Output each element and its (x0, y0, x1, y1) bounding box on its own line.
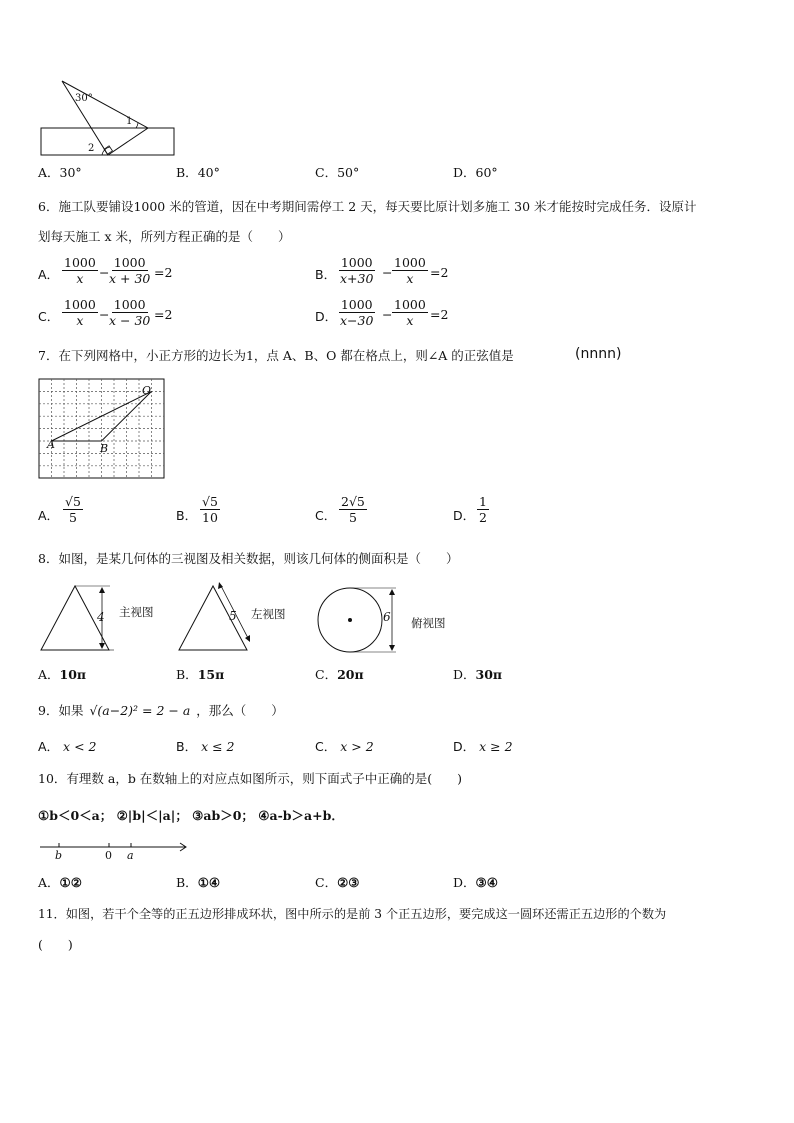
option-letter: A． (38, 165, 60, 180)
option-value: ①④ (197, 875, 221, 890)
denominator: x+30 (340, 271, 374, 286)
denominator: x (406, 313, 414, 328)
top-view-label: 俯视图 (411, 616, 446, 630)
option-value: 30° (59, 165, 82, 180)
fraction (107, 255, 152, 286)
q10-stem: 10．有理数 a，b 在数轴上的对应点如图所示，则下面式子中正确的是( ) (38, 771, 463, 786)
fraction (62, 255, 98, 286)
denominator: x−30 (340, 313, 374, 328)
q5-figure (38, 76, 178, 160)
q10-number-line (38, 838, 190, 864)
fraction (392, 255, 428, 286)
q9-option-a[interactable] (38, 739, 96, 755)
denominator: 2 (479, 510, 487, 525)
q9-stem-prefix: 9．如果 (38, 703, 84, 718)
q5-option-b[interactable] (176, 165, 220, 181)
angle-30-label: 30° (75, 93, 93, 104)
option-value: x < 2 (63, 739, 97, 754)
option-letter: B． (176, 165, 198, 180)
q8-top-view (314, 584, 400, 656)
q5-option-c[interactable] (315, 165, 359, 181)
q9-stem-suffix: ，那么（ ） (196, 703, 284, 718)
option-letter: B． (176, 875, 198, 890)
fraction (477, 494, 489, 525)
option-letter: A． (38, 739, 60, 754)
q10-option-c[interactable] (315, 875, 360, 891)
point-b-label: B (100, 442, 109, 455)
denominator: 5 (68, 510, 77, 525)
q9-option-b[interactable] (176, 739, 235, 755)
denominator: x + 30 (109, 271, 151, 286)
minus-sign: − (382, 265, 393, 280)
numerator: 1 (479, 494, 487, 509)
point-o-label: O (142, 384, 152, 397)
axis-zero-label: 0 (105, 849, 112, 862)
option-letter: B． (176, 739, 198, 754)
denominator: 10 (202, 510, 218, 525)
q8-stem: 8．如图，是某几何体的三视图及相关数据，则该几何体的侧面积是（ ） (38, 551, 459, 566)
numerator: 1000 (113, 255, 146, 270)
q6-stem-line1: 6．施工队要铺设1000 米的管道，因在中考期间需停工 2 天，每天要比原计划多施工 30 米才能按时完成任务．设原计 (38, 199, 697, 214)
denominator: x (406, 271, 414, 286)
option-letter: B． (176, 667, 198, 682)
equals-rhs: =2 (154, 307, 173, 322)
fraction (339, 494, 367, 525)
front-view-dim: 4 (97, 610, 105, 624)
side-view-dim: 5 (229, 609, 237, 623)
numerator: √5 (202, 494, 218, 509)
option-letter: C． (315, 875, 338, 890)
q10-statements: ①b＜0＜a； ②|b|＜|a|； ③ab＞0； ④a-b＞a+b． (38, 808, 344, 823)
option-letter: C． (315, 165, 338, 180)
point-a-label: A (47, 438, 55, 451)
option-value: x ≥ 2 (479, 739, 513, 754)
q11-stem-line1: 11．如图，若干个全等的正五边形排成环状，图中所示的是前 3 个正五边形，要完成这一圆环还需正五边形的个数为 (38, 907, 667, 921)
minus-sign: − (382, 307, 393, 322)
option-letter: C． (315, 667, 338, 682)
option-letter: D． (453, 508, 476, 523)
fraction (338, 297, 375, 328)
option-value: ①② (59, 875, 82, 890)
numerator: 1000 (394, 297, 426, 312)
denominator: x (76, 313, 84, 328)
q6-stem-line2: 划每天施工 x 米，所列方程正确的是（ ） (38, 229, 291, 244)
q8-option-a[interactable] (38, 667, 86, 683)
equals-rhs: =2 (430, 307, 449, 322)
q7-grid-figure (38, 378, 166, 480)
q8-option-d[interactable] (453, 667, 502, 683)
option-letter: D． (453, 739, 476, 754)
numerator: 1000 (113, 297, 146, 312)
equals-rhs: =2 (430, 265, 449, 280)
option-value: 15π (197, 667, 225, 682)
fraction (63, 494, 83, 525)
fraction (338, 255, 375, 286)
option-letter: D． (453, 667, 476, 682)
side-view-label: 左视图 (251, 607, 286, 621)
q10-option-d[interactable] (453, 875, 498, 891)
option-letter: D． (315, 309, 338, 324)
option-letter: A． (38, 875, 60, 890)
q9-formula: √(a−2)² = 2 − a (89, 703, 191, 718)
denominator: x (76, 271, 84, 286)
option-value: 20π (337, 667, 364, 682)
option-value: 60° (475, 165, 498, 180)
fraction (107, 297, 152, 328)
option-letter: B． (176, 508, 198, 523)
equals-rhs: =2 (154, 265, 173, 280)
q10-option-a[interactable] (38, 875, 82, 891)
option-value: ②③ (337, 875, 360, 890)
numerator: 1000 (64, 255, 96, 270)
front-view-label: 主视图 (119, 605, 154, 619)
minus-sign: − (99, 265, 110, 280)
fraction (200, 494, 220, 525)
q10-option-b[interactable] (176, 875, 220, 891)
q8-option-b[interactable] (176, 667, 224, 683)
numerator: √5 (65, 494, 81, 509)
q9-stem (38, 703, 284, 719)
denominator: x − 30 (109, 313, 151, 328)
option-value: 10π (59, 667, 87, 682)
q9-option-d[interactable] (453, 739, 513, 755)
option-letter: D． (453, 165, 476, 180)
option-value: 40° (197, 165, 220, 180)
numerator: 1000 (64, 297, 96, 312)
option-value: ③④ (475, 875, 498, 890)
option-letter: A． (38, 667, 60, 682)
q8-side-view (176, 582, 254, 654)
fraction (392, 297, 428, 328)
minus-sign: − (99, 307, 110, 322)
option-letter: B． (315, 267, 337, 282)
angle-2-label: 2 (88, 143, 95, 154)
numerator: 2√5 (341, 494, 365, 509)
angle-1-label: 1 (126, 116, 133, 127)
option-letter: D． (453, 875, 476, 890)
q9-option-c[interactable] (315, 739, 374, 755)
q11-stem-line2: ( ) (38, 937, 73, 952)
option-value: 30π (475, 667, 503, 682)
axis-b-label: b (55, 849, 63, 862)
fraction (62, 297, 98, 328)
denominator: 5 (348, 510, 357, 525)
option-value: x ≤ 2 (201, 739, 235, 754)
option-letter: C． (315, 739, 337, 754)
numerator: 1000 (340, 297, 373, 312)
numerator: 1000 (340, 255, 373, 270)
option-value: 50° (337, 165, 360, 180)
numerator: 1000 (394, 255, 426, 270)
q7-stem: 7．在下列网格中，小正方形的边长为1，点 A、B、O 都在格点上，则∠A 的正弦值是 (38, 348, 514, 363)
q5-option-a[interactable] (38, 165, 82, 181)
axis-a-label: a (127, 849, 134, 862)
option-value: x > 2 (340, 739, 374, 754)
q7-answer-bracket: (nnnn) (575, 346, 622, 362)
option-letter: C． (38, 309, 60, 324)
q8-option-c[interactable] (315, 667, 364, 683)
q5-option-d[interactable] (453, 165, 498, 181)
top-view-dim: 6 (383, 610, 391, 624)
option-letter: A． (38, 508, 60, 523)
option-letter: C． (315, 508, 337, 523)
q8-front-view (38, 582, 118, 654)
option-letter: A． (38, 267, 60, 282)
